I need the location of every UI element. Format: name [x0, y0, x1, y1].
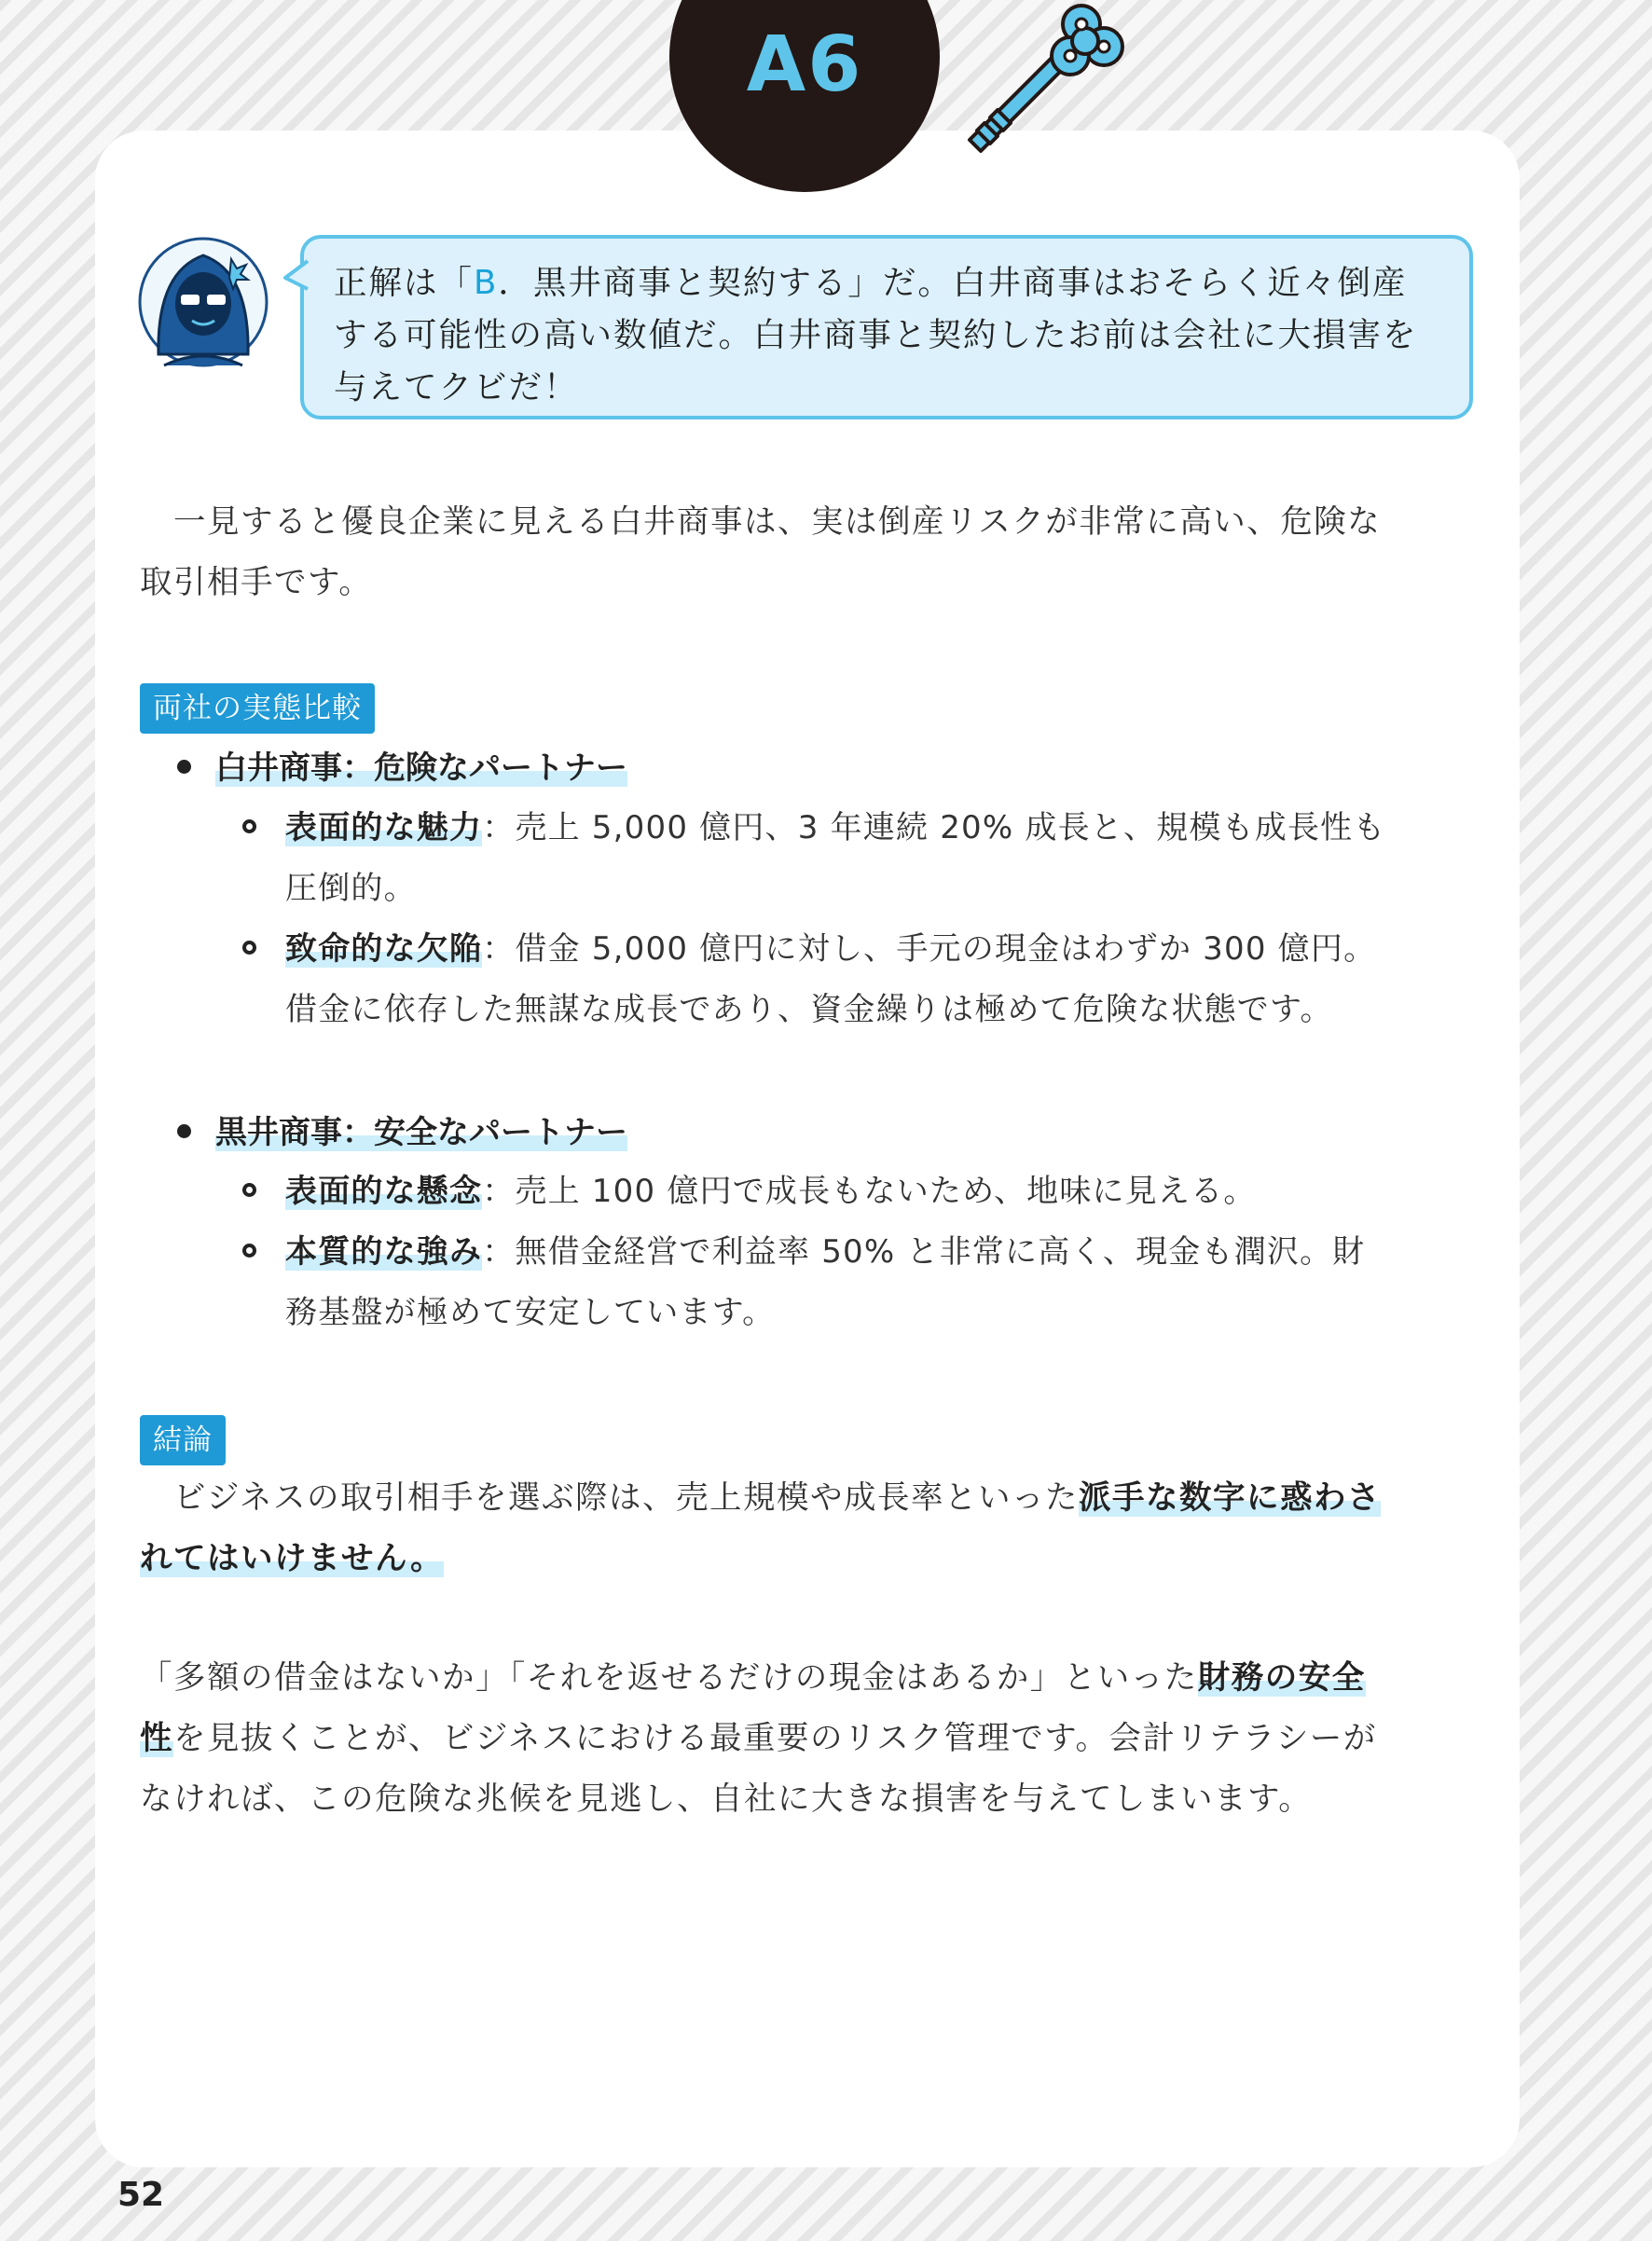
point-text: ：借金 5,000 億円に対し、手元の現金はわずか 300 億円。: [482, 930, 1377, 968]
company-b-heading-text: 黒井商事：安全なパートナー: [215, 1114, 627, 1151]
speech-bubble-tail: [282, 257, 310, 295]
section-label-comparison: 両社の実態比較: [140, 683, 375, 734]
point-text-continued: 圧倒的。: [285, 870, 417, 907]
company-a-heading-text: 白井商事：危険なパートナー: [215, 749, 627, 787]
conclusion-text: 「多額の借金はないか」「それを返せるだけの現金はあるか」といった: [140, 1659, 1198, 1697]
company-b-heading: [177, 1107, 627, 1159]
conclusion-emphasis-continued: れてはいけません。: [140, 1540, 445, 1577]
speech-line-3: 与えてクビだ！: [334, 368, 579, 406]
company-a-heading: [177, 742, 627, 794]
speech-bubble: [300, 235, 1473, 419]
page-number: 52: [117, 2176, 165, 2214]
circle-bullet-icon: [242, 1183, 256, 1197]
point-term: 致命的な欠陥: [285, 930, 483, 968]
point-text: ：売上 100 億円で成長もないため、地味に見える。: [482, 1173, 1257, 1210]
speech-line-1-start: 正解は「: [334, 264, 475, 302]
point-text: ：無借金経営で利益率 50% と非常に高く、現金も潤沢。財: [482, 1233, 1366, 1271]
answer-highlight: B: [474, 264, 499, 302]
intro-line-1-text: 一見すると優良企業に見える白井商事は、実は倒産リスクが非常に高い、危険な: [173, 503, 1382, 541]
speech-line-1: [334, 257, 1441, 309]
speech-line-2: する可能性の高い数値だ。白井商事と契約したお前は会社に大損害を: [334, 316, 1418, 354]
conclusion-emphasis-continued: 性: [140, 1720, 173, 1757]
point-text: ：売上 5,000 億円、3 年連続 20% 成長と、規模も成長性も: [482, 809, 1386, 846]
point-text-continued: 借金に依存した無謀な成長であり、資金繰りは極めて危険な状態です。: [285, 991, 1333, 1028]
hooded-character-avatar: [136, 235, 270, 369]
conclusion-text: ビジネスの取引相手を選ぶ際は、売上規模や成長率といった: [173, 1479, 1079, 1517]
company-a-point-2: [244, 919, 1484, 1040]
intro-paragraph: [140, 492, 1473, 613]
bullet-dot-icon: [177, 1124, 191, 1138]
circle-bullet-icon: [242, 819, 256, 833]
point-term: 本質的な強み: [285, 1233, 483, 1271]
conclusion-emphasis: 財務の安全: [1197, 1659, 1366, 1697]
point-text-continued: 務基盤が極めて安定しています。: [285, 1294, 776, 1331]
conclusion-text-continued: を見抜くことが、ビジネスにおける最重要のリスク管理です。会計リテラシーが: [173, 1720, 1377, 1757]
point-term: 表面的な懸念: [285, 1173, 483, 1210]
circle-bullet-icon: [242, 941, 256, 955]
company-b-point-1: [244, 1162, 1484, 1222]
company-b-point-2: [244, 1222, 1484, 1343]
conclusion-paragraph-1: [140, 1468, 1473, 1589]
intro-line-1: [140, 492, 1473, 553]
section-label-conclusion: 結論: [140, 1415, 226, 1465]
key-icon: [949, 0, 1126, 168]
intro-line-2: 取引相手です。: [140, 564, 373, 601]
point-term: 表面的な魅力: [285, 809, 483, 846]
bullet-dot-icon: [177, 760, 191, 774]
conclusion-paragraph-2: [140, 1648, 1473, 1830]
badge-label: A6: [746, 21, 863, 109]
speech-line-1-end: ．黒井商事と契約する」だ。白井商事はおそらく近々倒産: [498, 264, 1408, 302]
conclusion-emphasis: 派手な数字に惑わさ: [1078, 1479, 1381, 1517]
company-a-point-1: [244, 798, 1484, 919]
circle-bullet-icon: [242, 1244, 256, 1258]
conclusion-text-final: なければ、この危険な兆候を見逃し、自社に大きな損害を与えてしまいます。: [140, 1780, 1313, 1818]
